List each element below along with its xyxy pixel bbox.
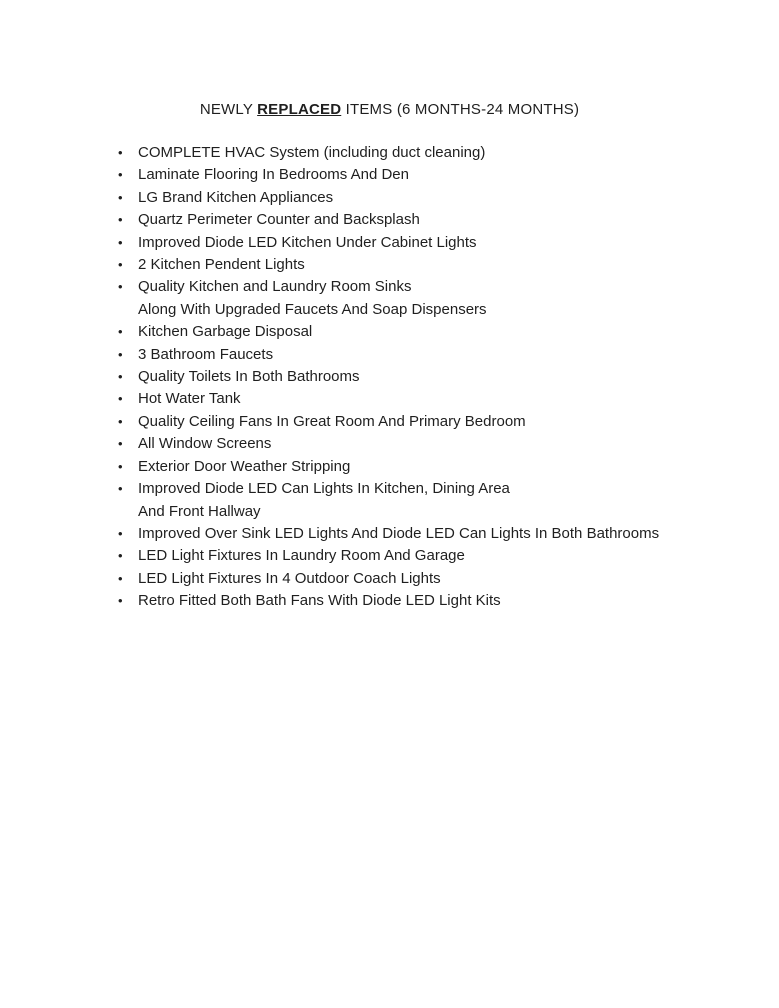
list-item — [118, 478, 739, 523]
list-item — [118, 254, 739, 276]
list-item-line: Retro Fitted Both Bath Fans With Diode LED Light Kits — [138, 592, 501, 610]
list-item-line: Quality Ceiling Fans In Great Room And Primary Bedroom — [138, 412, 526, 430]
list-item-lines — [138, 388, 739, 410]
list-item-line: 3 Bathroom Faucets — [138, 345, 274, 363]
list-item — [118, 388, 739, 410]
bullet-icon: • — [118, 167, 123, 183]
list-item-line: Laminate Flooring In Bedrooms And Den — [138, 166, 409, 184]
bullet-icon: • — [118, 212, 123, 228]
list-item-line: Quality Toilets In Both Bathrooms — [138, 368, 360, 386]
bullet-icon: • — [118, 189, 123, 205]
list-item-lines — [138, 433, 739, 455]
list-item-lines — [138, 232, 739, 254]
list-item-line: LED Light Fixtures In 4 Outdoor Coach Lights — [138, 569, 441, 587]
list-item-lines — [138, 366, 739, 388]
bullet-icon: • — [118, 458, 123, 474]
list-item-lines — [138, 590, 739, 612]
bullet-icon: • — [118, 391, 123, 407]
bullet-icon: • — [118, 570, 123, 586]
list-item — [118, 344, 739, 366]
bullet-icon: • — [118, 413, 123, 429]
page-title — [0, 101, 779, 118]
bullet-icon: • — [118, 525, 123, 541]
list-item-line: All Window Screens — [138, 435, 272, 453]
bullet-icon: • — [118, 481, 123, 497]
bullet-icon: • — [118, 548, 123, 564]
bullet-icon: • — [118, 369, 123, 385]
bullet-icon: • — [118, 234, 123, 250]
list-item — [118, 321, 739, 343]
list-item — [118, 568, 739, 590]
page-title-suffix: ITEMS (6 MONTHS-24 MONTHS) — [341, 101, 580, 118]
bullet-icon: • — [118, 593, 123, 609]
list-item — [118, 232, 739, 254]
list-item — [118, 523, 739, 545]
list-item-lines — [138, 321, 739, 343]
bullet-icon: • — [118, 145, 123, 160]
list-item-lines — [138, 142, 739, 164]
list-item-lines — [138, 411, 739, 433]
list-item-line: Quartz Perimeter Counter and Backsplash — [138, 211, 420, 229]
list-item-lines — [138, 478, 739, 523]
list-item — [118, 411, 739, 433]
list-item — [118, 545, 739, 567]
list-item-lines — [138, 545, 739, 567]
list-item-lines — [138, 456, 739, 478]
list-item-line: COMPLETE HVAC System (including duct cleaning) — [138, 144, 486, 161]
list-item-lines — [138, 568, 739, 590]
list-item-lines — [138, 276, 739, 321]
list-item-line: Along With Upgraded Faucets And Soap Dispensers — [138, 300, 487, 318]
bullet-icon: • — [118, 324, 123, 340]
list-item-line: Exterior Door Weather Stripping — [138, 457, 351, 475]
list-item — [118, 187, 739, 209]
list-item-line: Quality Kitchen and Laundry Room Sinks — [138, 278, 412, 296]
list-item-line: Improved Diode LED Kitchen Under Cabinet Lights — [138, 233, 477, 251]
page-title-prefix: NEWLY — [199, 101, 258, 118]
list-item — [118, 456, 739, 478]
list-item — [118, 433, 739, 455]
list-item — [118, 590, 739, 612]
list-item — [118, 276, 739, 321]
list-item-line: Hot Water Tank — [138, 390, 241, 408]
bullet-icon: • — [118, 436, 123, 452]
list-item — [118, 366, 739, 388]
list-item-line: Improved Diode LED Can Lights In Kitchen, Dining Area — [138, 480, 510, 498]
list-item-line: Kitchen Garbage Disposal — [138, 323, 313, 341]
list-item-lines — [138, 164, 739, 186]
list-item-line: 2 Kitchen Pendent Lights — [138, 256, 305, 274]
list-item-line: Improved Over Sink LED Lights And Diode LED Can Lights In Both Bathrooms — [138, 524, 660, 542]
list-item-line: LED Light Fixtures In Laundry Room And Garage — [138, 547, 465, 565]
list-item — [118, 164, 739, 186]
bullet-icon: • — [118, 279, 123, 295]
list-item-lines — [138, 523, 739, 545]
bullet-icon: • — [118, 346, 123, 362]
bullet-icon: • — [118, 257, 123, 273]
list-item-lines — [138, 254, 739, 276]
list-item — [118, 142, 739, 164]
list-item-lines — [138, 209, 739, 231]
list-item-lines — [138, 187, 739, 209]
list-item-line: LG Brand Kitchen Appliances — [138, 188, 334, 206]
items-list — [118, 142, 739, 613]
page-title-emphasis: REPLACED — [257, 101, 342, 118]
list-item-line: And Front Hallway — [138, 502, 261, 520]
list-item — [118, 209, 739, 231]
list-item-lines — [138, 344, 739, 366]
